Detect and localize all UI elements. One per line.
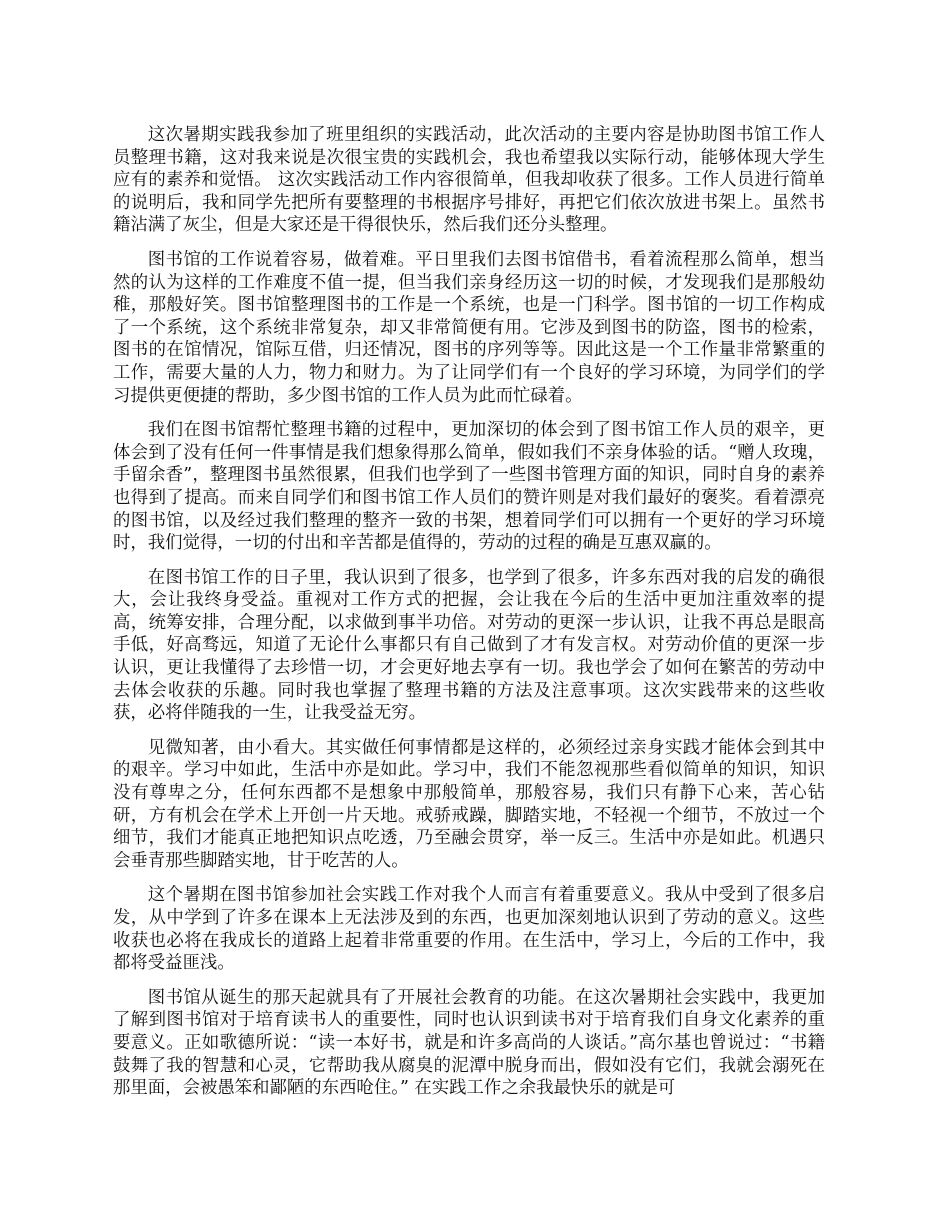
paragraph: 这个暑期在图书馆参加社会实践工作对我个人而言有着重要意义。我从中受到了很多启发，从中学到了许多在课本上无法涉及到的东西，也更加深刻地认识到了劳动的意义。这些收获也必将在我成长的道路上起着非常重要的作用。在生活中，学习上，今后的工作中，我都将受益匪浅。 [113,885,825,974]
paragraph: 在图书馆工作的日子里，我认识到了很多，也学到了很多，许多东西对我的启发的确很大，会让我终身受益。重视对工作方式的把握，会让我在今后的生活中更加注重效率的提高，统筹安排，合理分配，以求做到事半功倍。对劳动的更深一步认识，让我不再总是眼高手低，好高骛远，知道了无论什么事都只有自己做到了才有发言权。对劳动价值的更深一步认识，更让我懂得了去珍惜一切，才会更好地去享有一切。我也学会了如何在繁苦的劳动中去体会收获的乐趣。同时我也掌握了整理书籍的方法及注意事项。这次实践带来的这些收获，必将伴随我的一生，让我受益无穷。 [113,567,825,724]
paragraph: 这次暑期实践我参加了班里组织的实践活动，此次活动的主要内容是协助图书馆工作人员整理书籍，这对我来说是次很宝贵的实践机会，我也希望我以实际行动，能够体现大学生应有的素养和觉悟。 这次实践活动工作内容很简单，但我却收获了很多。工作人员进行简单的说明后，我和同学先把所有要整理的书根据序号排好，再把它们依次放进书架上。虽然书籍沾满了灰尘，但是大家还是干得很快乐，然后我们还分头整理。 [113,125,825,236]
document-body [113,124,825,1112]
paragraph: 见微知著，由小看大。其实做任何事情都是这样的，必须经过亲身实践才能体会到其中的艰辛。学习中如此，生活中亦是如此。学习中，我们不能忽视那些看似简单的知识，知识没有尊卑之分，任何东西都不是想象中那般简单，那般容易，我们只有静下心来，苦心钻研，方有机会在学术上开创一片天地。戒骄戒躁，脚踏实地，不轻视一个细节，不放过一个细节，我们才能真正地把知识点吃透，乃至融会贯穿，举一反三。生活中亦是如此。机遇只会垂青那些脚踏实地，甘于吃苦的人。 [113,737,825,871]
paragraph: 图书馆从诞生的那天起就具有了开展社会教育的功能。在这次暑期社会实践中，我更加了解到图书馆对于培育读书人的重要性，同时也认识到读书对于培育我们自身文化素养的重要意义。正如歌德所说：“读一本好书，就是和许多高尚的人谈话。”高尔基也曾说过：“书籍鼓舞了我的智慧和心灵，它帮助我从腐臭的泥潭中脱身而出，假如没有它们，我就会溺死在那里面，会被愚笨和鄙陋的东西呛住。” 在实践工作之余我最快乐的就是可 [113,987,825,1099]
paragraph: 我们在图书馆帮忙整理书籍的过程中，更加深切的体会到了图书馆工作人员的艰辛，更体会到了没有任何一件事情是我们想象得那么简单，假如我们不亲身体验的话。“赠人玫瑰，手留余香”，整理图书虽然很累，但我们也学到了一些图书管理方面的知识，同时自身的素养也得到了提高。而来自同学们和图书馆工作人员们的赞许则是对我们最好的褒奖。看着漂亮的图书馆，以及经过我们整理的整齐一致的书架，想着同学们可以拥有一个更好的学习环境时，我们觉得，一切的付出和辛苦都是值得的，劳动的过程的确是互惠双赢的。 [113,420,825,554]
paragraph: 图书馆的工作说着容易，做着难。平日里我们去图书馆借书，看着流程那么简单，想当然的认为这样的工作难度不值一提，但当我们亲身经历这一切的时候，才发现我们是那般幼稚，那般好笑。图书馆整理图书的工作是一个系统，也是一门科学。图书馆的一切工作构成了一个系统，这个系统非常复杂，却又非常简便有用。它涉及到图书的防盗，图书的检索，图书的在馆情况，馆际互借，归还情况，图书的序列等等。因此这是一个工作量非常繁重的工作，需要大量的人力，物力和财力。为了让同学们有一个良好的学习环境，为同学们的学习提供更便捷的帮助，多少图书馆的工作人员为此而忙碌着。 [113,249,825,406]
